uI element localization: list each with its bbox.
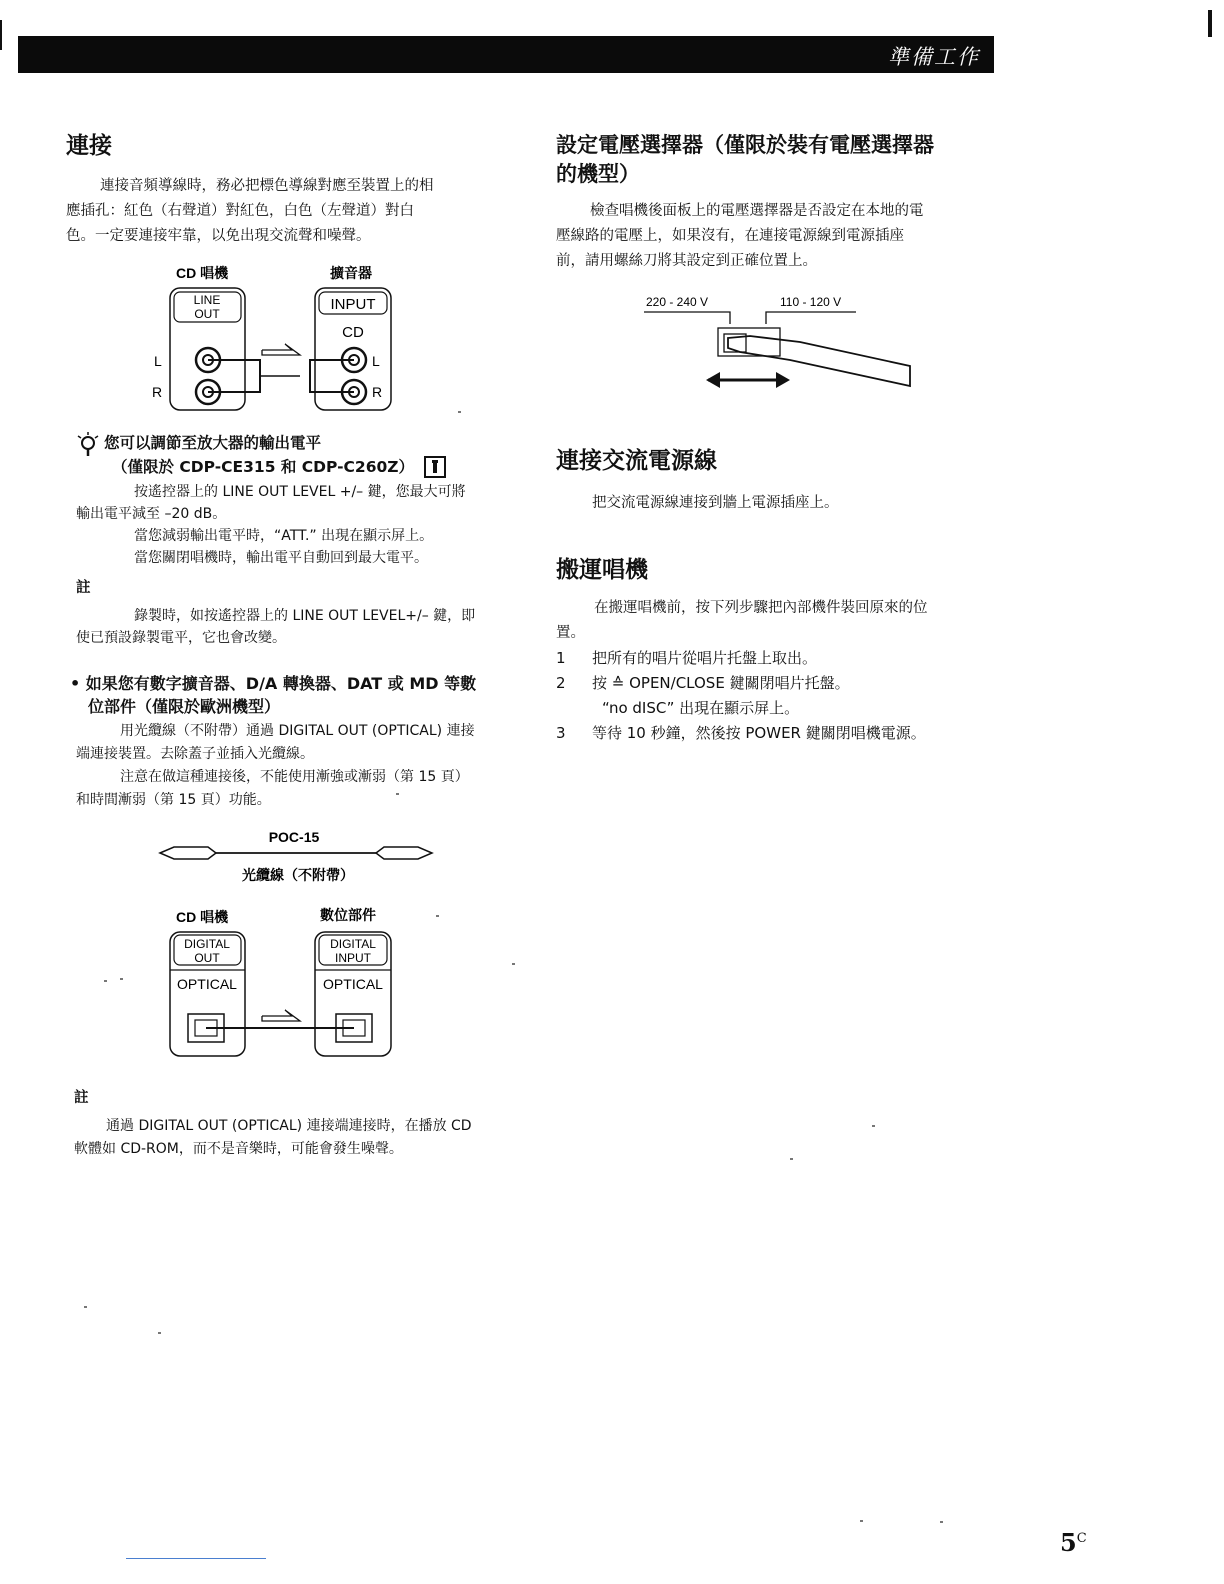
lightbulb-icon: [76, 432, 100, 458]
scan-speck: [790, 1158, 793, 1160]
scan-speck: [104, 980, 107, 982]
step-text: 等待 10 秒鐘，然後按 POWER 鍵關閉唱機電源。: [592, 724, 926, 742]
list-item: [556, 671, 996, 696]
digital-section: [70, 672, 530, 812]
optical-label: OPTICAL: [177, 976, 237, 992]
text-line: 連接音頻導線時，務必把標色導線對應至裝置上的相: [100, 178, 434, 194]
text-line: 使已預設錄製電平，它也會改變。: [76, 630, 286, 646]
arrow-right-head: [776, 372, 790, 388]
scan-line: [126, 1558, 266, 1559]
tip-block: [76, 432, 526, 569]
ac-text: 把交流電源線連接到牆上電源插座上。: [592, 495, 839, 511]
text-line: 軟體如 CD-ROM，而不是音樂時，可能會發生噪聲。: [74, 1141, 403, 1157]
cd-player-label: CD 唱機: [176, 909, 229, 925]
step-number: 2: [556, 674, 566, 692]
voltage-selector-diagram: [640, 290, 920, 400]
list-item: [556, 696, 996, 721]
scan-speck: [860, 1520, 863, 1522]
line-out-label: LINE: [193, 293, 221, 307]
cable-model-label: POC-15: [268, 829, 320, 845]
digital-input-label: INPUT: [335, 951, 371, 965]
cable-plug: [376, 847, 432, 859]
digital-out-label: OUT: [194, 951, 220, 965]
cd-input-label: CD: [342, 324, 364, 341]
note-block: [74, 1086, 534, 1161]
scan-speck: [436, 915, 439, 917]
ac-heading: 連接交流電源線: [556, 448, 717, 474]
scan-speck: [120, 978, 123, 980]
amplifier-label: 擴音器: [330, 265, 372, 281]
cable-plug: [310, 360, 354, 392]
scan-speck: [396, 793, 399, 795]
note-block: [76, 576, 526, 649]
ac-section: [556, 446, 996, 516]
list-item: [556, 721, 996, 746]
edge-mark: [1208, 10, 1212, 37]
left-channel-label: L: [372, 353, 380, 369]
tip-title: 您可以調節至放大器的輸出電平: [104, 434, 322, 452]
audio-connection-diagram: [140, 262, 420, 422]
moving-heading: 搬運唱機: [556, 557, 648, 583]
arrow-right-icon: [262, 344, 300, 355]
tip-subtitle: （僅限於 CDP-CE315 和 CDP-C260Z）: [112, 457, 415, 476]
text-line: 端連接裝置。去除蓋子並插入光纜線。: [76, 746, 314, 762]
scan-speck: [158, 1332, 161, 1334]
cable-plug: [208, 360, 260, 392]
section-title: 準備工作: [888, 45, 980, 69]
left-channel-label: L: [154, 353, 162, 369]
digital-out-label: DIGITAL: [184, 937, 230, 951]
voltage-option-label: 110 - 120 V: [780, 295, 842, 309]
text-line: 前，請用螺絲刀將其設定到正確位置上。: [556, 253, 817, 269]
digital-component-label: 數位部件: [320, 907, 376, 923]
steps-list: [556, 646, 996, 746]
cable-label: 光纜線（不附帶）: [242, 867, 354, 883]
step-number: 3: [556, 724, 566, 742]
page-number-suffix: C: [1076, 1531, 1087, 1546]
cable-plug: [160, 847, 216, 859]
scan-speck: [458, 411, 461, 413]
text-line: 通過 DIGITAL OUT (OPTICAL) 連接端連接時，在播放 CD: [106, 1118, 472, 1134]
text-line: 注意在做這種連接後，不能使用漸強或漸弱（第 15 頁）: [120, 769, 469, 785]
page-number-value: 5: [1060, 1528, 1077, 1557]
voltage-heading: 的機型）: [556, 162, 640, 186]
right-channel-label: R: [152, 384, 163, 400]
pointer-line: [766, 312, 856, 324]
input-label: INPUT: [330, 296, 376, 313]
text-line: 和時間漸弱（第 15 頁）功能。: [76, 792, 271, 808]
arrow-left-head: [706, 372, 720, 388]
note-label: 註: [76, 580, 91, 596]
step-text: 按 ≙ OPEN/CLOSE 鍵關閉唱片托盤。: [592, 674, 850, 692]
text-line: 輸出電平減至 –20 dB。: [76, 506, 227, 522]
header-bar: [18, 36, 994, 73]
line-out-label: OUT: [194, 307, 220, 321]
text-line: 應插孔：紅色（右聲道）對紅色，白色（左聲道）對白: [66, 203, 414, 219]
page-number: [1060, 1528, 1087, 1557]
step-number: 1: [556, 649, 566, 667]
voltage-section: [556, 131, 996, 274]
digital-subtitle: 位部件（僅限於歐洲機型）: [88, 697, 281, 716]
right-channel-label: R: [372, 384, 383, 400]
remote-icon: [422, 455, 448, 479]
text-line: 在搬運唱機前，按下列步驟把內部機件裝回原來的位: [594, 600, 928, 616]
list-item: [556, 646, 996, 671]
scan-speck: [84, 1306, 87, 1308]
digital-connection-diagram: [140, 902, 420, 1062]
scan-speck: [872, 1125, 875, 1127]
optical-label: OPTICAL: [323, 976, 383, 992]
note-label: 註: [74, 1090, 89, 1106]
connect-heading: 連接: [66, 133, 112, 159]
voltage-heading: 設定電壓選擇器（僅限於裝有電壓選擇器: [556, 133, 934, 157]
scan-speck: [512, 963, 515, 965]
optical-cable-diagram: [150, 824, 450, 888]
text-line: 當您減弱輸出電平時，“ATT.” 出現在顯示屏上。: [134, 528, 434, 544]
connect-section: [66, 131, 526, 249]
pointer-line: [644, 312, 730, 324]
digital-input-label: DIGITAL: [330, 937, 376, 951]
text-line: 按遙控器上的 LINE OUT LEVEL +/– 鍵，您最大可將: [134, 484, 466, 500]
text-line: 檢查唱機後面板上的電壓選擇器是否設定在本地的電: [590, 203, 924, 219]
moving-section: [556, 555, 996, 746]
connect-paragraph: [66, 174, 526, 249]
scan-speck: [940, 1521, 943, 1523]
arrow-right-icon: [262, 1010, 300, 1021]
digital-title: • 如果您有數字擴音器、D/A 轉換器、DAT 或 MD 等數: [70, 674, 477, 693]
text-line: 置。: [556, 625, 585, 641]
text-line: 色。一定要連接牢靠，以免出現交流聲和噪聲。: [66, 228, 371, 244]
step-number: [556, 696, 602, 721]
cd-player-label: CD 唱機: [176, 265, 229, 281]
text-line: 壓線路的電壓上，如果沒有，在連接電源線到電源插座: [556, 228, 904, 244]
edge-mark: [0, 20, 2, 50]
text-line: 用光纜線（不附帶）通過 DIGITAL OUT (OPTICAL) 連接: [120, 723, 475, 739]
voltage-option-label: 220 - 240 V: [646, 295, 709, 309]
step-text: 把所有的唱片從唱片托盤上取出。: [592, 649, 818, 667]
text-line: 當您關閉唱機時，輸出電平自動回到最大電平。: [134, 550, 428, 566]
text-line: 錄製時，如按遙控器上的 LINE OUT LEVEL+/– 鍵，即: [134, 608, 476, 624]
step-text: “no dISC” 出現在顯示屏上。: [602, 699, 800, 717]
